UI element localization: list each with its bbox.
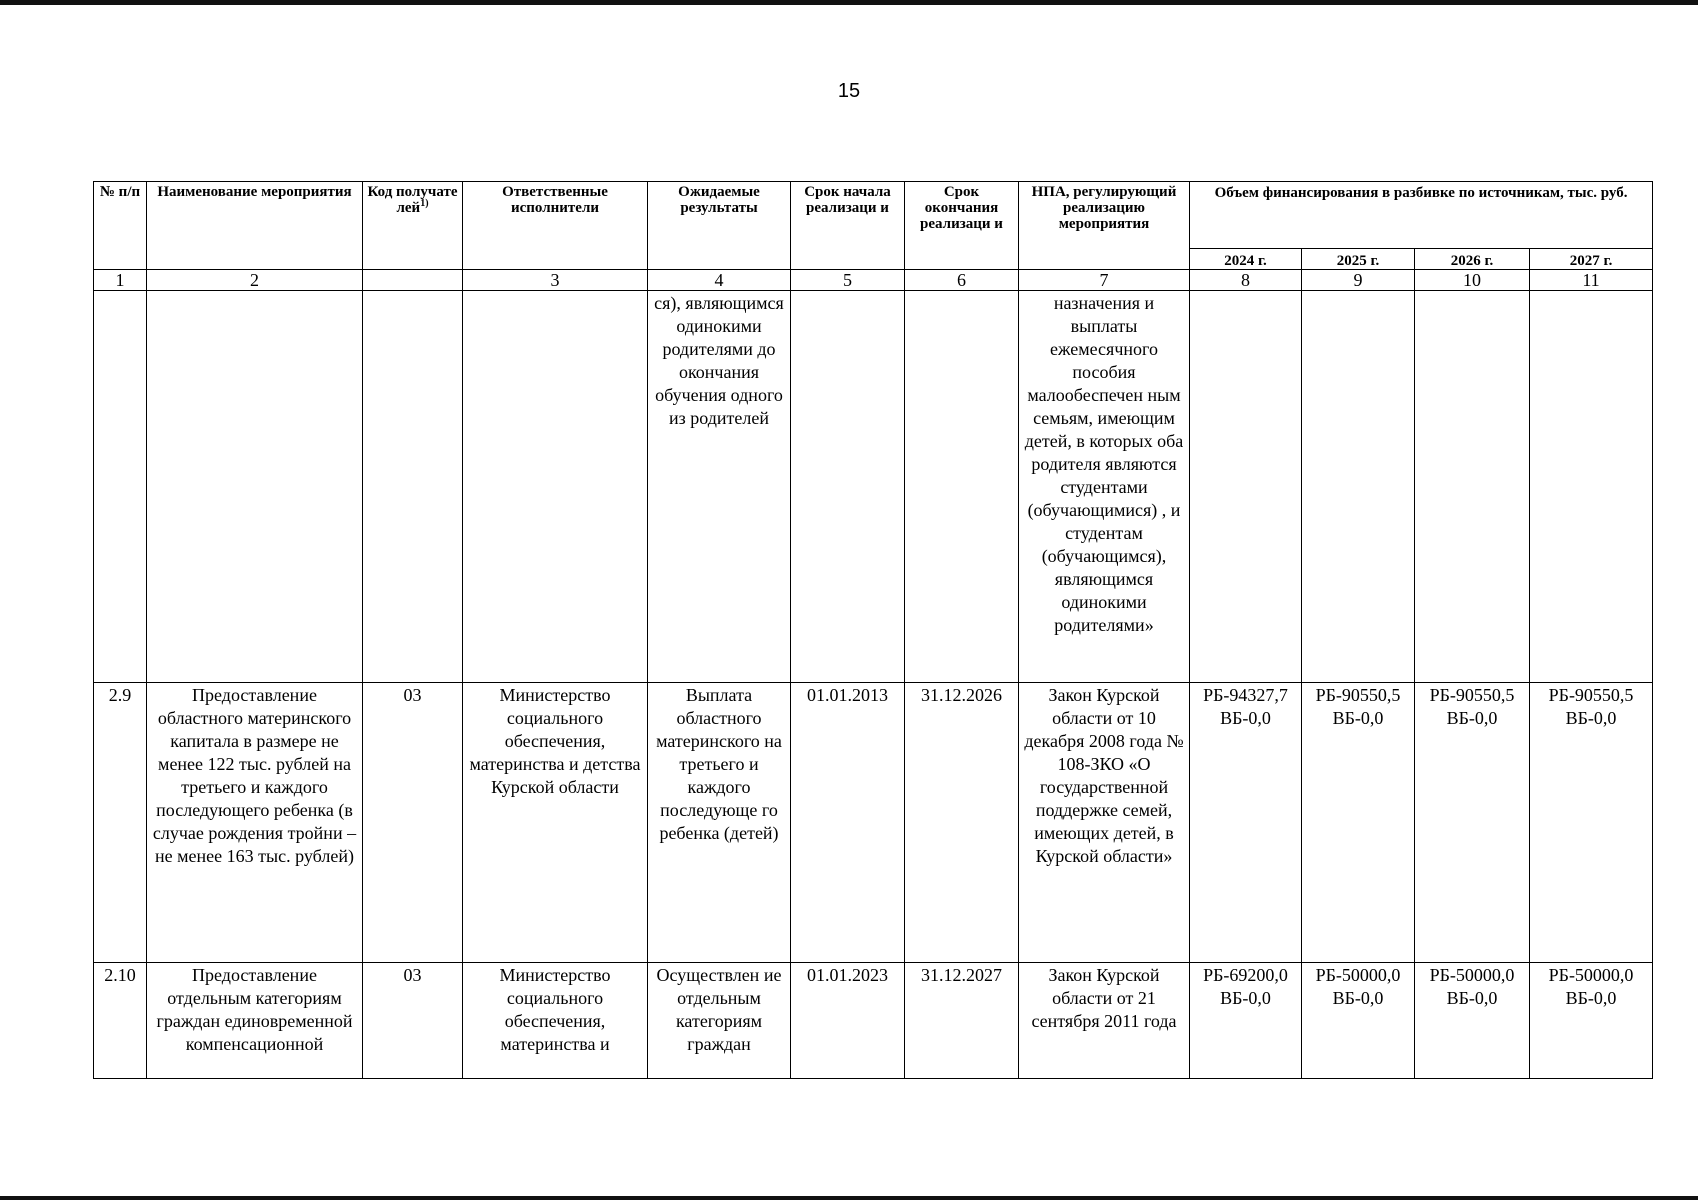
- table-row-2-10: [94, 963, 1653, 1079]
- cell-funding-2026: [1415, 963, 1530, 1079]
- header-recipient-code-text: Код получате лей: [367, 184, 458, 216]
- cell-executors: Министерство социального обеспечения, материнства и детства Курской области: [463, 683, 648, 963]
- header-executors: Ответственные исполнители: [463, 182, 648, 270]
- cell-measure-name: [147, 291, 363, 683]
- column-number: 8: [1190, 270, 1302, 291]
- funding-regional: РБ-90550,5: [1429, 685, 1515, 705]
- funding-extrabudget: ВБ-0,0: [1565, 708, 1617, 728]
- cell-recipient-code: [363, 291, 463, 683]
- column-number: 5: [791, 270, 905, 291]
- cell-funding-2026: [1415, 291, 1530, 683]
- cell-number: 2.9: [94, 683, 147, 963]
- header-recipient-code: [363, 182, 463, 270]
- column-number: [363, 270, 463, 291]
- cell-end-date: 31.12.2026: [905, 683, 1019, 963]
- funding-regional: РБ-50000,0: [1429, 965, 1515, 985]
- column-number: 9: [1302, 270, 1415, 291]
- cell-expected-results: ся), являющимся одинокими родителями до окончания обучения одного из родителей: [648, 291, 791, 683]
- cell-measure-name: Предоставление областного материнского капитала в размере не менее 122 тыс. рублей на третьего и каждого последующего ребенка (в случае рождения тройни – не менее 163 тыс. рублей): [147, 683, 363, 963]
- table-row-continuation: [94, 291, 1653, 683]
- cell-number: [94, 291, 147, 683]
- cell-funding-2027: [1530, 683, 1653, 963]
- cell-executors: Министерство социального обеспечения, материнства и: [463, 963, 648, 1079]
- cell-funding-2025: [1302, 291, 1415, 683]
- column-number: 11: [1530, 270, 1653, 291]
- funding-extrabudget: ВБ-0,0: [1446, 708, 1498, 728]
- page-number: 15: [837, 80, 861, 102]
- header-year-2025: 2025 г.: [1302, 249, 1415, 270]
- scan-top-edge: [0, 0, 1698, 5]
- funding-extrabudget: ВБ-0,0: [1565, 988, 1617, 1008]
- cell-funding-2027: [1530, 963, 1653, 1079]
- funding-regional: РБ-50000,0: [1315, 965, 1401, 985]
- cell-measure-name: Предоставление отдельным категориям граждан единовременной компенсационной: [147, 963, 363, 1079]
- funding-regional: РБ-94327,7: [1203, 685, 1288, 705]
- cell-start-date: 01.01.2023: [791, 963, 905, 1079]
- footnote-marker: 1): [420, 198, 429, 209]
- cell-start-date: [791, 291, 905, 683]
- measures-table: [93, 181, 1653, 1079]
- table-row-2-9: [94, 683, 1653, 963]
- header-legal-act: НПА, регулирующий реализацию мероприятия: [1019, 182, 1190, 270]
- header-year-2027: 2027 г.: [1530, 249, 1653, 270]
- cell-funding-2024: [1190, 291, 1302, 683]
- scan-bottom-edge: [0, 1196, 1698, 1200]
- cell-number: 2.10: [94, 963, 147, 1079]
- funding-regional: РБ-90550,5: [1548, 685, 1634, 705]
- cell-expected-results: Выплата областного материнского на третьего и каждого последующе го ребенка (детей): [648, 683, 791, 963]
- funding-regional: РБ-50000,0: [1548, 965, 1634, 985]
- cell-funding-2024: [1190, 963, 1302, 1079]
- header-end-date: Срок окончания реализаци и: [905, 182, 1019, 270]
- funding-extrabudget: ВБ-0,0: [1446, 988, 1498, 1008]
- funding-extrabudget: ВБ-0,0: [1332, 988, 1384, 1008]
- header-row: [94, 182, 1653, 249]
- column-number: 10: [1415, 270, 1530, 291]
- column-number: 7: [1019, 270, 1190, 291]
- cell-funding-2025: [1302, 683, 1415, 963]
- column-number: 6: [905, 270, 1019, 291]
- header-year-2026: 2026 г.: [1415, 249, 1530, 270]
- cell-legal-act: Закон Курской области от 21 сентября 2011 года: [1019, 963, 1190, 1079]
- column-number: 4: [648, 270, 791, 291]
- funding-regional: РБ-69200,0: [1203, 965, 1288, 985]
- funding-extrabudget: ВБ-0,0: [1332, 708, 1384, 728]
- cell-funding-2026: [1415, 683, 1530, 963]
- header-number: № п/п: [94, 182, 147, 270]
- header-start-date: Срок начала реализаци и: [791, 182, 905, 270]
- cell-executors: [463, 291, 648, 683]
- column-number: 3: [463, 270, 648, 291]
- column-number: 2: [147, 270, 363, 291]
- cell-recipient-code: 03: [363, 963, 463, 1079]
- column-number: 1: [94, 270, 147, 291]
- funding-extrabudget: ВБ-0,0: [1220, 988, 1271, 1008]
- funding-extrabudget: ВБ-0,0: [1220, 708, 1271, 728]
- cell-recipient-code: 03: [363, 683, 463, 963]
- cell-end-date: [905, 291, 1019, 683]
- column-numbers-row: [94, 270, 1653, 291]
- header-expected-results: Ожидаемые результаты: [648, 182, 791, 270]
- cell-legal-act: назначения и выплаты ежемесячного пособия малообеспечен ным семьям, имеющим детей, в которых оба родителя являются студентами (обучающимися) , и студентам (обучающимся), являющимся одинокими родителями»: [1019, 291, 1190, 683]
- cell-funding-2025: [1302, 963, 1415, 1079]
- cell-expected-results: Осуществлен ие отдельным категориям граждан: [648, 963, 791, 1079]
- funding-regional: РБ-90550,5: [1315, 685, 1401, 705]
- cell-start-date: 01.01.2013: [791, 683, 905, 963]
- cell-funding-2024: [1190, 683, 1302, 963]
- cell-legal-act: Закон Курской области от 10 декабря 2008 года № 108-ЗКО «О государственной поддержке семей, имеющих детей, в Курской области»: [1019, 683, 1190, 963]
- header-measure-name: Наименование мероприятия: [147, 182, 363, 270]
- header-year-2024: 2024 г.: [1190, 249, 1302, 270]
- header-financing: Объем финансирования в разбивке по источникам, тыс. руб.: [1190, 182, 1653, 249]
- cell-funding-2027: [1530, 291, 1653, 683]
- cell-end-date: 31.12.2027: [905, 963, 1019, 1079]
